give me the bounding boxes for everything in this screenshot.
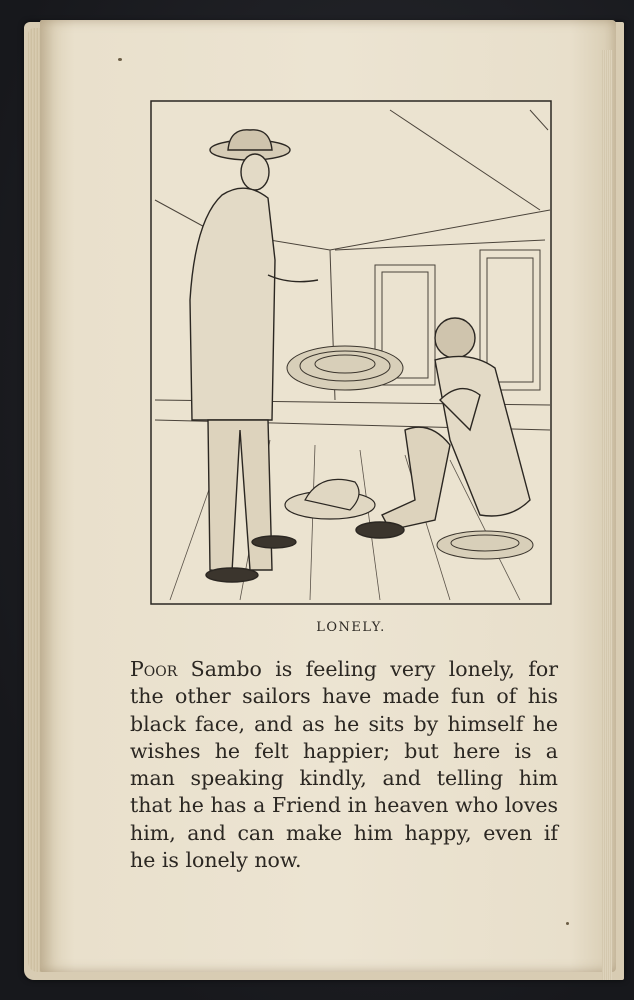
text-line-5: man speaking kindly, and telling him [130, 766, 558, 791]
text-line-1 [130, 656, 558, 683]
text-line-4: wishes he felt happier; but here is a [130, 738, 558, 763]
page-edges-right [602, 50, 612, 980]
paper-speck [118, 58, 122, 61]
text-line-6: that he has a Friend in heaven who loves [130, 793, 558, 818]
illustration-drawing [150, 100, 552, 605]
lead-word: Poor [130, 657, 178, 681]
text-line-2: the other sailors have made fun of his [130, 684, 558, 709]
engraving-illustration [150, 100, 552, 605]
illustration-caption: LONELY. [316, 620, 386, 635]
text-line-8: he is lonely now. [130, 848, 302, 873]
text-line-3: black face, and as he sits by himself he [130, 711, 558, 736]
story-paragraph [130, 656, 558, 874]
text-line-1-rest: Sambo is feeling very lonely, for [177, 657, 558, 681]
paper-speck [566, 922, 569, 925]
text-line-7: him, and can make him happy, even if [130, 820, 558, 845]
